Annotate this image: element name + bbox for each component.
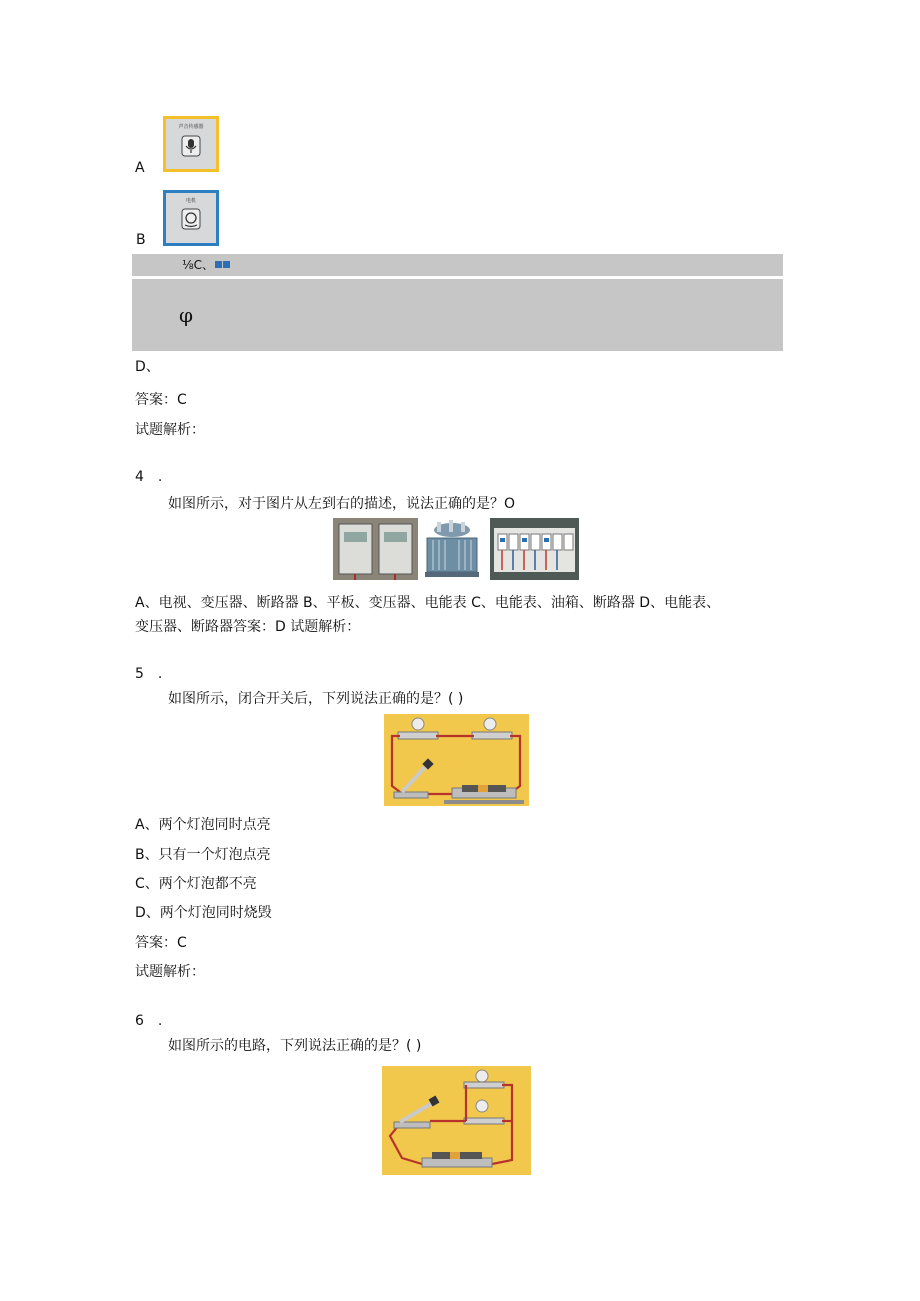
q5-analysis: 试题解析：	[135, 964, 205, 980]
q5-option-d: D、两个灯泡同时烧毁	[135, 905, 272, 921]
microphone-icon	[181, 135, 201, 157]
option-a-tile-text: 声音传感器	[178, 124, 204, 130]
q6-circuit-image	[382, 1066, 531, 1175]
phi-symbol: φ	[179, 303, 194, 327]
option-a-label: A	[135, 160, 145, 176]
circuit-breaker-image	[490, 518, 579, 580]
q4-options-line-2: 变压器、断路器答案：D 试题解析：	[135, 619, 361, 635]
q5-option-c: C、两个灯泡都不亮	[135, 876, 257, 892]
option-c-bar	[132, 254, 783, 276]
q5-answer: 答案：C	[135, 935, 187, 951]
option-b-tile-text: 电机	[185, 198, 196, 204]
option-c-text: ⅛C、	[182, 258, 215, 272]
q4-options	[135, 591, 785, 639]
q5-number: 5 .	[135, 666, 163, 682]
option-b-image	[163, 190, 219, 246]
q5-option-a: A、两个灯泡同时点亮	[135, 817, 271, 833]
square-icon	[215, 261, 222, 268]
transformer-image	[419, 520, 487, 580]
q5-question: 如图所示，闭合开关后，下列说法正确的是？( )	[168, 691, 464, 707]
option-d-label: D、	[135, 359, 160, 375]
q4-number: 4 .	[135, 469, 163, 485]
option-c-image-area	[132, 279, 783, 351]
q6-question: 如图所示的电路，下列说法正确的是？( )	[168, 1038, 422, 1054]
q4-question: 如图所示，对于图片从左到右的描述，说法正确的是？O	[168, 496, 516, 512]
q3-answer: 答案：C	[135, 392, 187, 408]
electricity-meter-image	[333, 518, 418, 580]
q5-option-b: B、只有一个灯泡点亮	[135, 847, 271, 863]
option-a-image	[163, 116, 219, 172]
motor-icon	[181, 208, 201, 230]
q4-options-line-1: A、电视、变压器、断路器 B、平板、变压器、电能表 C、电能表、油箱、断路器 D、电能表、	[135, 595, 721, 611]
q5-circuit-image	[384, 714, 529, 806]
q6-number: 6 .	[135, 1013, 163, 1029]
option-b-label: B	[136, 232, 146, 248]
square-icon	[223, 261, 230, 268]
q3-analysis: 试题解析：	[135, 422, 205, 438]
q4-figure	[333, 518, 579, 580]
